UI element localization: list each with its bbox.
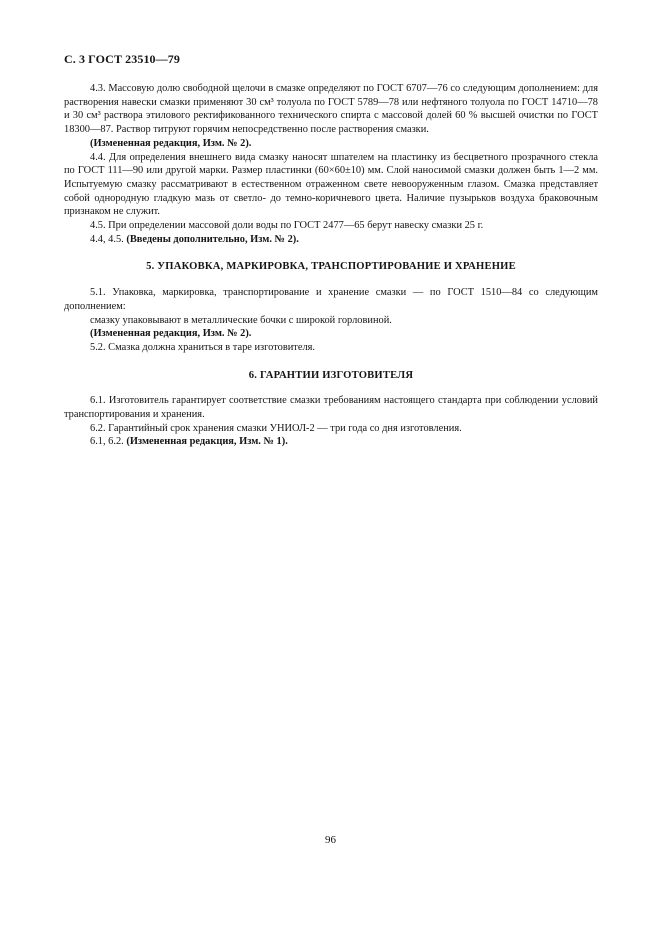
paragraph-5-1-continuation: смазку упаковывают в металлические бочки с широкой горловиной. <box>90 314 392 326</box>
page-number: 96 <box>325 834 336 846</box>
section-5-title: 5. УПАКОВКА, МАРКИРОВКА, ТРАНСПОРТИРОВАНИЕ И ХРАНЕНИЕ <box>146 261 516 273</box>
clause-reference: 4.4, 4.5. <box>90 233 124 245</box>
paragraph-4-4: 4.4. Для определения внешнего вида смазку наносят шпателем на пластинку из бесцветного прозрачного стекла по ГОСТ 111—90 или другой марки. Размер пластинки (60×60±10) мм. Слой наносимой смазки должен быть 1—2 мм. Испытуемую смазку рассматривают в естественном отраженном свете невооруженным глазом. Смазка представляет собой однородную гладкую мазь от светло- до темно-коричневого цвета. Наличие пузырьков воздуха браковочным признаком не служит. <box>64 151 598 218</box>
section-6-title: 6. ГАРАНТИИ ИЗГОТОВИТЕЛЯ <box>248 369 414 381</box>
paragraph-5-1: 5.1. Упаковка, маркировка, транспортирование и хранение смазки — по ГОСТ 1510—84 со следующим дополнением: <box>64 287 598 312</box>
paragraph-6-2: 6.2. Гарантийный срок хранения смазки УНИОЛ-2 — три года со дня изготовления. <box>90 422 462 434</box>
amendment-line-6-1-6-2 <box>64 435 598 449</box>
document-body <box>64 82 598 449</box>
amendment-note: (Измененная редакция, Изм. № 1). <box>126 436 288 448</box>
amendment-note: (Введены дополнительно, Изм. № 2). <box>126 233 299 245</box>
clause-reference: 6.1, 6.2. <box>90 436 124 448</box>
paragraph-4-5: 4.5. При определении массовой доли воды по ГОСТ 2477—65 берут навеску смазки 25 г. <box>90 220 484 232</box>
paragraph-5-2: 5.2. Смазка должна храниться в таре изготовителя. <box>90 341 316 353</box>
amendment-note-4-3: (Измененная редакция, Изм. № 2). <box>90 137 252 149</box>
amendment-line-4-4-4-5 <box>64 233 598 247</box>
paragraph-4-3: 4.3. Массовую долю свободной щелочи в смазке определяют по ГОСТ 6707—76 со следующим дополнением: для растворения навески смазки применяют 30 см³ толуола по ГОСТ 5789—78 или нефтяного толуола по ГОСТ 14710—78 и 30 см³ раствора этилового ректификованного технического спирта с массовой долей 60 % высшей очистки по ГОСТ 18300—87. Раствор титруют горячим непосредственно после растворения смазки. <box>64 83 598 136</box>
amendment-note-5-1: (Измененная редакция, Изм. № 2). <box>90 328 252 340</box>
page-header: С. 3 ГОСТ 23510—79 <box>64 52 180 66</box>
paragraph-6-1: 6.1. Изготовитель гарантирует соответствие смазки требованиям настоящего стандарта при соблюдении условий транспортирования и хранения. <box>64 395 598 421</box>
